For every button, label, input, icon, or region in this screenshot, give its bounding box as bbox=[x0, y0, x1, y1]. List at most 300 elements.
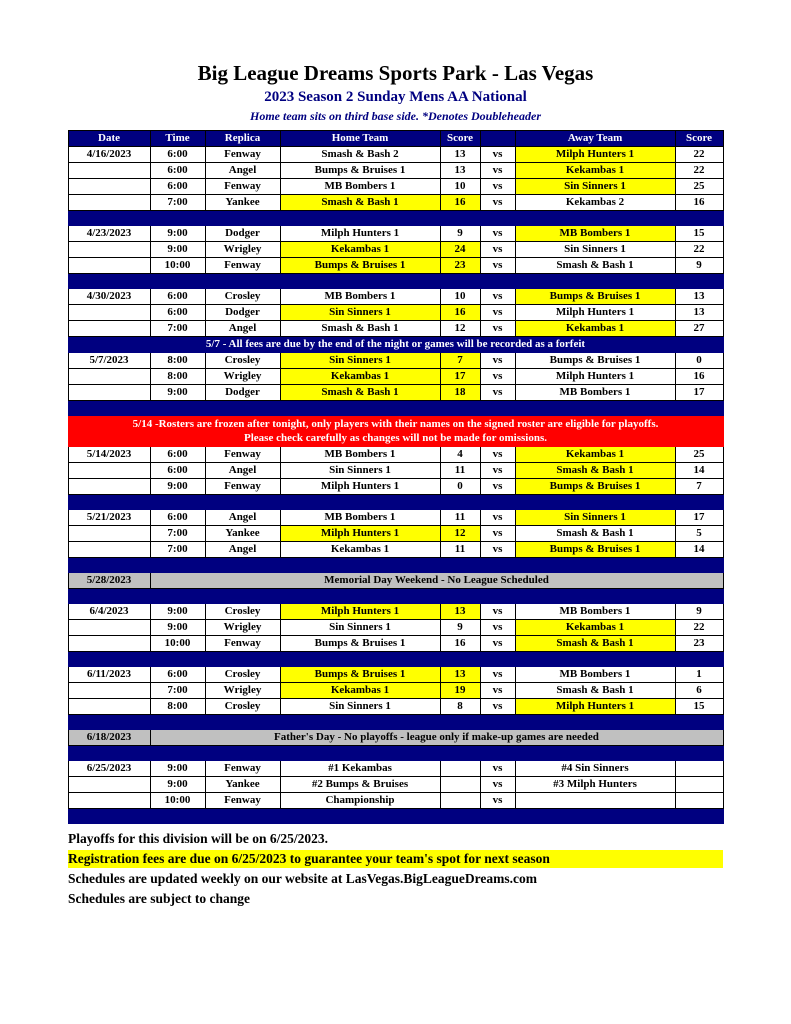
game-row bbox=[68, 777, 723, 793]
separator-bar bbox=[68, 715, 723, 730]
footer-subject-note: Schedules are subject to change bbox=[68, 891, 250, 906]
home-score: 13 bbox=[440, 147, 480, 163]
game-replica: Fenway bbox=[205, 147, 280, 163]
fees-notice-text: 5/7 - All fees are due by the end of the night or games will be recorded as a forfeit bbox=[68, 337, 723, 353]
game-time: 8:00 bbox=[150, 699, 205, 715]
game-date bbox=[68, 463, 150, 479]
game-row bbox=[68, 353, 723, 369]
home-score: 11 bbox=[440, 463, 480, 479]
vs-label: vs bbox=[480, 761, 515, 777]
game-replica: Fenway bbox=[205, 636, 280, 652]
away-score: 17 bbox=[675, 385, 723, 401]
column-header-replica: Replica bbox=[205, 131, 280, 147]
game-replica: Angel bbox=[205, 321, 280, 337]
away-team: Kekambas 2 bbox=[515, 195, 675, 211]
away-team: Kekambas 1 bbox=[515, 163, 675, 179]
separator-bar bbox=[68, 809, 723, 824]
vs-label: vs bbox=[480, 510, 515, 526]
game-row bbox=[68, 195, 723, 211]
away-score: 22 bbox=[675, 147, 723, 163]
vs-label: vs bbox=[480, 385, 515, 401]
game-row bbox=[68, 305, 723, 321]
sep-row bbox=[68, 589, 723, 604]
game-time: 10:00 bbox=[150, 636, 205, 652]
game-replica: Wrigley bbox=[205, 242, 280, 258]
sep-row bbox=[68, 495, 723, 510]
home-team: Milph Hunters 1 bbox=[280, 604, 440, 620]
game-row bbox=[68, 793, 723, 809]
home-score: 18 bbox=[440, 385, 480, 401]
game-replica: Yankee bbox=[205, 526, 280, 542]
game-date: 5/7/2023 bbox=[68, 353, 150, 369]
vs-label: vs bbox=[480, 526, 515, 542]
sep-row bbox=[68, 809, 723, 824]
column-header-date: Date bbox=[68, 131, 150, 147]
home-score: 4 bbox=[440, 447, 480, 463]
game-date: 4/30/2023 bbox=[68, 289, 150, 305]
home-score: 7 bbox=[440, 353, 480, 369]
game-date bbox=[68, 385, 150, 401]
game-replica: Dodger bbox=[205, 385, 280, 401]
away-team: MB Bombers 1 bbox=[515, 385, 675, 401]
game-date: 6/25/2023 bbox=[68, 761, 150, 777]
home-score: 16 bbox=[440, 195, 480, 211]
away-team: Smash & Bash 1 bbox=[515, 463, 675, 479]
home-score: 12 bbox=[440, 321, 480, 337]
column-header-score: Score bbox=[440, 131, 480, 147]
game-date bbox=[68, 526, 150, 542]
vs-label: vs bbox=[480, 353, 515, 369]
home-team: Milph Hunters 1 bbox=[280, 526, 440, 542]
home-team: Championship bbox=[280, 793, 440, 809]
home-team: Smash & Bash 1 bbox=[280, 385, 440, 401]
game-time: 7:00 bbox=[150, 526, 205, 542]
game-row bbox=[68, 683, 723, 699]
event-date: 6/18/2023 bbox=[68, 730, 150, 746]
game-replica: Crosley bbox=[205, 699, 280, 715]
sep-row bbox=[68, 558, 723, 573]
home-score: 17 bbox=[440, 369, 480, 385]
column-header-home-team: Home Team bbox=[280, 131, 440, 147]
event-text: Father's Day - No playoffs - league only if make-up games are needed bbox=[150, 730, 723, 746]
away-score: 27 bbox=[675, 321, 723, 337]
game-replica: Crosley bbox=[205, 353, 280, 369]
game-time: 9:00 bbox=[150, 226, 205, 242]
away-team: Bumps & Bruises 1 bbox=[515, 542, 675, 558]
away-score: 7 bbox=[675, 479, 723, 495]
home-score: 11 bbox=[440, 542, 480, 558]
home-score: 12 bbox=[440, 526, 480, 542]
game-row bbox=[68, 510, 723, 526]
game-date bbox=[68, 321, 150, 337]
home-team: MB Bombers 1 bbox=[280, 289, 440, 305]
game-date bbox=[68, 242, 150, 258]
away-score: 22 bbox=[675, 163, 723, 179]
game-time: 6:00 bbox=[150, 179, 205, 195]
game-date bbox=[68, 258, 150, 274]
game-date bbox=[68, 699, 150, 715]
game-replica: Crosley bbox=[205, 604, 280, 620]
home-team: Kekambas 1 bbox=[280, 683, 440, 699]
game-date bbox=[68, 479, 150, 495]
away-team: Bumps & Bruises 1 bbox=[515, 479, 675, 495]
game-time: 9:00 bbox=[150, 620, 205, 636]
home-score bbox=[440, 761, 480, 777]
vs-label: vs bbox=[480, 258, 515, 274]
vs-label: vs bbox=[480, 542, 515, 558]
game-replica: Crosley bbox=[205, 667, 280, 683]
home-score bbox=[440, 793, 480, 809]
away-score: 25 bbox=[675, 179, 723, 195]
page-title: Big League Dreams Sports Park - Las Vegas bbox=[197, 61, 594, 85]
game-row bbox=[68, 163, 723, 179]
home-team: Smash & Bash 1 bbox=[280, 195, 440, 211]
away-team: Sin Sinners 1 bbox=[515, 179, 675, 195]
game-time: 10:00 bbox=[150, 793, 205, 809]
away-team bbox=[515, 793, 675, 809]
game-date: 5/14/2023 bbox=[68, 447, 150, 463]
table-header bbox=[68, 131, 723, 147]
game-row bbox=[68, 242, 723, 258]
home-team: Sin Sinners 1 bbox=[280, 305, 440, 321]
game-time: 9:00 bbox=[150, 242, 205, 258]
game-replica: Dodger bbox=[205, 305, 280, 321]
vs-label: vs bbox=[480, 683, 515, 699]
sep-row bbox=[68, 274, 723, 289]
game-date bbox=[68, 620, 150, 636]
game-row bbox=[68, 147, 723, 163]
vs-label: vs bbox=[480, 777, 515, 793]
game-replica: Wrigley bbox=[205, 369, 280, 385]
game-row bbox=[68, 369, 723, 385]
home-team: Bumps & Bruises 1 bbox=[280, 258, 440, 274]
home-team: Kekambas 1 bbox=[280, 242, 440, 258]
game-time: 7:00 bbox=[150, 321, 205, 337]
home-score: 13 bbox=[440, 163, 480, 179]
vs-label: vs bbox=[480, 195, 515, 211]
home-team: Sin Sinners 1 bbox=[280, 463, 440, 479]
game-replica: Angel bbox=[205, 463, 280, 479]
home-team: #1 Kekambas bbox=[280, 761, 440, 777]
away-score: 9 bbox=[675, 258, 723, 274]
game-date bbox=[68, 179, 150, 195]
away-team: Smash & Bash 1 bbox=[515, 526, 675, 542]
separator-bar bbox=[68, 589, 723, 604]
away-team: MB Bombers 1 bbox=[515, 226, 675, 242]
vs-label: vs bbox=[480, 620, 515, 636]
away-score: 22 bbox=[675, 242, 723, 258]
away-team: MB Bombers 1 bbox=[515, 667, 675, 683]
sep-row bbox=[68, 211, 723, 226]
away-score: 23 bbox=[675, 636, 723, 652]
vs-label: vs bbox=[480, 305, 515, 321]
away-team: #3 Milph Hunters bbox=[515, 777, 675, 793]
away-score: 1 bbox=[675, 667, 723, 683]
home-score: 10 bbox=[440, 289, 480, 305]
footer-registration-note: Registration fees are due on 6/25/2023 to guarantee your team's spot for next season bbox=[68, 850, 723, 868]
home-score bbox=[440, 777, 480, 793]
away-team: Smash & Bash 1 bbox=[515, 258, 675, 274]
home-team: Kekambas 1 bbox=[280, 369, 440, 385]
away-score: 16 bbox=[675, 195, 723, 211]
separator-bar bbox=[68, 211, 723, 226]
home-score: 16 bbox=[440, 636, 480, 652]
vs-label: vs bbox=[480, 179, 515, 195]
game-row bbox=[68, 289, 723, 305]
footer-notes bbox=[68, 830, 723, 908]
game-time: 9:00 bbox=[150, 479, 205, 495]
home-team: Smash & Bash 2 bbox=[280, 147, 440, 163]
game-date bbox=[68, 793, 150, 809]
away-team: Kekambas 1 bbox=[515, 620, 675, 636]
home-score: 19 bbox=[440, 683, 480, 699]
game-time: 9:00 bbox=[150, 761, 205, 777]
away-score bbox=[675, 761, 723, 777]
separator-bar bbox=[68, 401, 723, 416]
away-team: Kekambas 1 bbox=[515, 447, 675, 463]
game-time: 6:00 bbox=[150, 147, 205, 163]
game-date bbox=[68, 683, 150, 699]
home-team: Milph Hunters 1 bbox=[280, 479, 440, 495]
game-row bbox=[68, 463, 723, 479]
separator-bar bbox=[68, 746, 723, 761]
game-time: 6:00 bbox=[150, 447, 205, 463]
column-header-score: Score bbox=[675, 131, 723, 147]
home-team: Bumps & Bruises 1 bbox=[280, 636, 440, 652]
home-team: Bumps & Bruises 1 bbox=[280, 667, 440, 683]
home-score: 24 bbox=[440, 242, 480, 258]
away-score: 5 bbox=[675, 526, 723, 542]
vs-label: vs bbox=[480, 604, 515, 620]
home-team: Sin Sinners 1 bbox=[280, 699, 440, 715]
game-replica: Fenway bbox=[205, 179, 280, 195]
game-time: 6:00 bbox=[150, 667, 205, 683]
vs-label: vs bbox=[480, 479, 515, 495]
away-score: 13 bbox=[675, 305, 723, 321]
game-time: 8:00 bbox=[150, 353, 205, 369]
game-time: 7:00 bbox=[150, 542, 205, 558]
home-score: 16 bbox=[440, 305, 480, 321]
vs-label: vs bbox=[480, 226, 515, 242]
game-row bbox=[68, 447, 723, 463]
game-row bbox=[68, 542, 723, 558]
game-replica: Yankee bbox=[205, 777, 280, 793]
game-row bbox=[68, 258, 723, 274]
away-team: Sin Sinners 1 bbox=[515, 242, 675, 258]
home-score: 8 bbox=[440, 699, 480, 715]
away-score: 13 bbox=[675, 289, 723, 305]
sep-row bbox=[68, 401, 723, 416]
vs-label: vs bbox=[480, 242, 515, 258]
home-score: 13 bbox=[440, 667, 480, 683]
away-score: 17 bbox=[675, 510, 723, 526]
away-score: 14 bbox=[675, 542, 723, 558]
home-team: Smash & Bash 1 bbox=[280, 321, 440, 337]
roster-alert-line: 5/14 -Rosters are frozen after tonight, only players with their names on the signed roster are eligible for playoffs. bbox=[132, 418, 659, 430]
game-replica: Crosley bbox=[205, 289, 280, 305]
page-subtitle: 2023 Season 2 Sunday Mens AA National bbox=[264, 89, 527, 105]
away-score: 25 bbox=[675, 447, 723, 463]
away-score: 15 bbox=[675, 699, 723, 715]
game-date bbox=[68, 777, 150, 793]
event-text: Memorial Day Weekend - No League Scheduled bbox=[150, 573, 723, 589]
vs-label: vs bbox=[480, 369, 515, 385]
separator-bar bbox=[68, 558, 723, 573]
home-score: 9 bbox=[440, 226, 480, 242]
home-score: 11 bbox=[440, 510, 480, 526]
event-row bbox=[68, 730, 723, 746]
away-score: 14 bbox=[675, 463, 723, 479]
game-date bbox=[68, 636, 150, 652]
game-date: 4/23/2023 bbox=[68, 226, 150, 242]
header-note: Home team sits on third base side. *Denotes Doubleheader bbox=[250, 109, 541, 123]
game-time: 7:00 bbox=[150, 195, 205, 211]
separator-bar bbox=[68, 274, 723, 289]
schedule-table bbox=[68, 130, 724, 824]
roster-alert bbox=[68, 416, 723, 447]
game-replica: Angel bbox=[205, 510, 280, 526]
game-time: 9:00 bbox=[150, 777, 205, 793]
game-time: 6:00 bbox=[150, 305, 205, 321]
game-row bbox=[68, 761, 723, 777]
event-row bbox=[68, 573, 723, 589]
home-team: Milph Hunters 1 bbox=[280, 226, 440, 242]
game-replica: Angel bbox=[205, 542, 280, 558]
game-replica: Dodger bbox=[205, 226, 280, 242]
game-replica: Fenway bbox=[205, 258, 280, 274]
game-date: 6/11/2023 bbox=[68, 667, 150, 683]
away-score: 6 bbox=[675, 683, 723, 699]
game-date bbox=[68, 163, 150, 179]
home-team: Kekambas 1 bbox=[280, 542, 440, 558]
game-date bbox=[68, 542, 150, 558]
game-replica: Wrigley bbox=[205, 620, 280, 636]
game-replica: Fenway bbox=[205, 793, 280, 809]
home-team: #2 Bumps & Bruises bbox=[280, 777, 440, 793]
column-header-time: Time bbox=[150, 131, 205, 147]
away-team: Milph Hunters 1 bbox=[515, 369, 675, 385]
away-score: 9 bbox=[675, 604, 723, 620]
game-row bbox=[68, 667, 723, 683]
vs-label: vs bbox=[480, 447, 515, 463]
home-score: 23 bbox=[440, 258, 480, 274]
sep-row bbox=[68, 652, 723, 667]
game-row bbox=[68, 636, 723, 652]
game-time: 6:00 bbox=[150, 289, 205, 305]
game-date bbox=[68, 195, 150, 211]
game-time: 6:00 bbox=[150, 163, 205, 179]
away-team: Milph Hunters 1 bbox=[515, 699, 675, 715]
game-replica: Angel bbox=[205, 163, 280, 179]
notice-row bbox=[68, 337, 723, 353]
alert-row bbox=[68, 416, 723, 447]
game-row bbox=[68, 526, 723, 542]
game-replica: Yankee bbox=[205, 195, 280, 211]
away-team: Smash & Bash 1 bbox=[515, 636, 675, 652]
home-score: 9 bbox=[440, 620, 480, 636]
game-date bbox=[68, 369, 150, 385]
away-score: 16 bbox=[675, 369, 723, 385]
vs-label: vs bbox=[480, 636, 515, 652]
away-score: 15 bbox=[675, 226, 723, 242]
vs-label: vs bbox=[480, 321, 515, 337]
home-score: 10 bbox=[440, 179, 480, 195]
game-replica: Fenway bbox=[205, 447, 280, 463]
game-time: 7:00 bbox=[150, 683, 205, 699]
vs-label: vs bbox=[480, 793, 515, 809]
footer-website-note: Schedules are updated weekly on our website at LasVegas.BigLeagueDreams.com bbox=[68, 871, 538, 886]
game-row bbox=[68, 226, 723, 242]
vs-label: vs bbox=[480, 163, 515, 179]
away-score: 22 bbox=[675, 620, 723, 636]
table-body bbox=[68, 147, 723, 824]
vs-label: vs bbox=[480, 699, 515, 715]
game-time: 10:00 bbox=[150, 258, 205, 274]
game-time: 9:00 bbox=[150, 385, 205, 401]
home-team: MB Bombers 1 bbox=[280, 447, 440, 463]
game-date: 6/4/2023 bbox=[68, 604, 150, 620]
away-team: MB Bombers 1 bbox=[515, 604, 675, 620]
game-row bbox=[68, 179, 723, 195]
game-date: 4/16/2023 bbox=[68, 147, 150, 163]
game-row bbox=[68, 620, 723, 636]
column-header-away-team: Away Team bbox=[515, 131, 675, 147]
away-score bbox=[675, 793, 723, 809]
event-date: 5/28/2023 bbox=[68, 573, 150, 589]
column-header-vs bbox=[480, 131, 515, 147]
away-team: Milph Hunters 1 bbox=[515, 305, 675, 321]
away-team: Milph Hunters 1 bbox=[515, 147, 675, 163]
header-row bbox=[68, 131, 723, 147]
vs-label: vs bbox=[480, 463, 515, 479]
separator-bar bbox=[68, 652, 723, 667]
away-team: Kekambas 1 bbox=[515, 321, 675, 337]
game-replica: Fenway bbox=[205, 479, 280, 495]
vs-label: vs bbox=[480, 289, 515, 305]
home-score: 13 bbox=[440, 604, 480, 620]
roster-alert-line: Please check carefully as changes will not be made for omissions. bbox=[244, 432, 547, 444]
home-team: Sin Sinners 1 bbox=[280, 353, 440, 369]
away-team: Bumps & Bruises 1 bbox=[515, 289, 675, 305]
sep-row bbox=[68, 746, 723, 761]
vs-label: vs bbox=[480, 667, 515, 683]
game-row bbox=[68, 385, 723, 401]
away-score bbox=[675, 777, 723, 793]
game-row bbox=[68, 321, 723, 337]
away-team: #4 Sin Sinners bbox=[515, 761, 675, 777]
game-time: 6:00 bbox=[150, 510, 205, 526]
home-team: MB Bombers 1 bbox=[280, 179, 440, 195]
game-time: 6:00 bbox=[150, 463, 205, 479]
away-team: Sin Sinners 1 bbox=[515, 510, 675, 526]
game-time: 9:00 bbox=[150, 604, 205, 620]
away-team: Smash & Bash 1 bbox=[515, 683, 675, 699]
home-team: Sin Sinners 1 bbox=[280, 620, 440, 636]
game-replica: Wrigley bbox=[205, 683, 280, 699]
game-row bbox=[68, 604, 723, 620]
away-team: Bumps & Bruises 1 bbox=[515, 353, 675, 369]
home-team: MB Bombers 1 bbox=[280, 510, 440, 526]
game-replica: Fenway bbox=[205, 761, 280, 777]
vs-label: vs bbox=[480, 147, 515, 163]
game-row bbox=[68, 699, 723, 715]
footer-playoffs-note: Playoffs for this division will be on 6/25/2023. bbox=[68, 831, 329, 846]
separator-bar bbox=[68, 495, 723, 510]
sep-row bbox=[68, 715, 723, 730]
game-time: 8:00 bbox=[150, 369, 205, 385]
game-date: 5/21/2023 bbox=[68, 510, 150, 526]
home-team: Bumps & Bruises 1 bbox=[280, 163, 440, 179]
